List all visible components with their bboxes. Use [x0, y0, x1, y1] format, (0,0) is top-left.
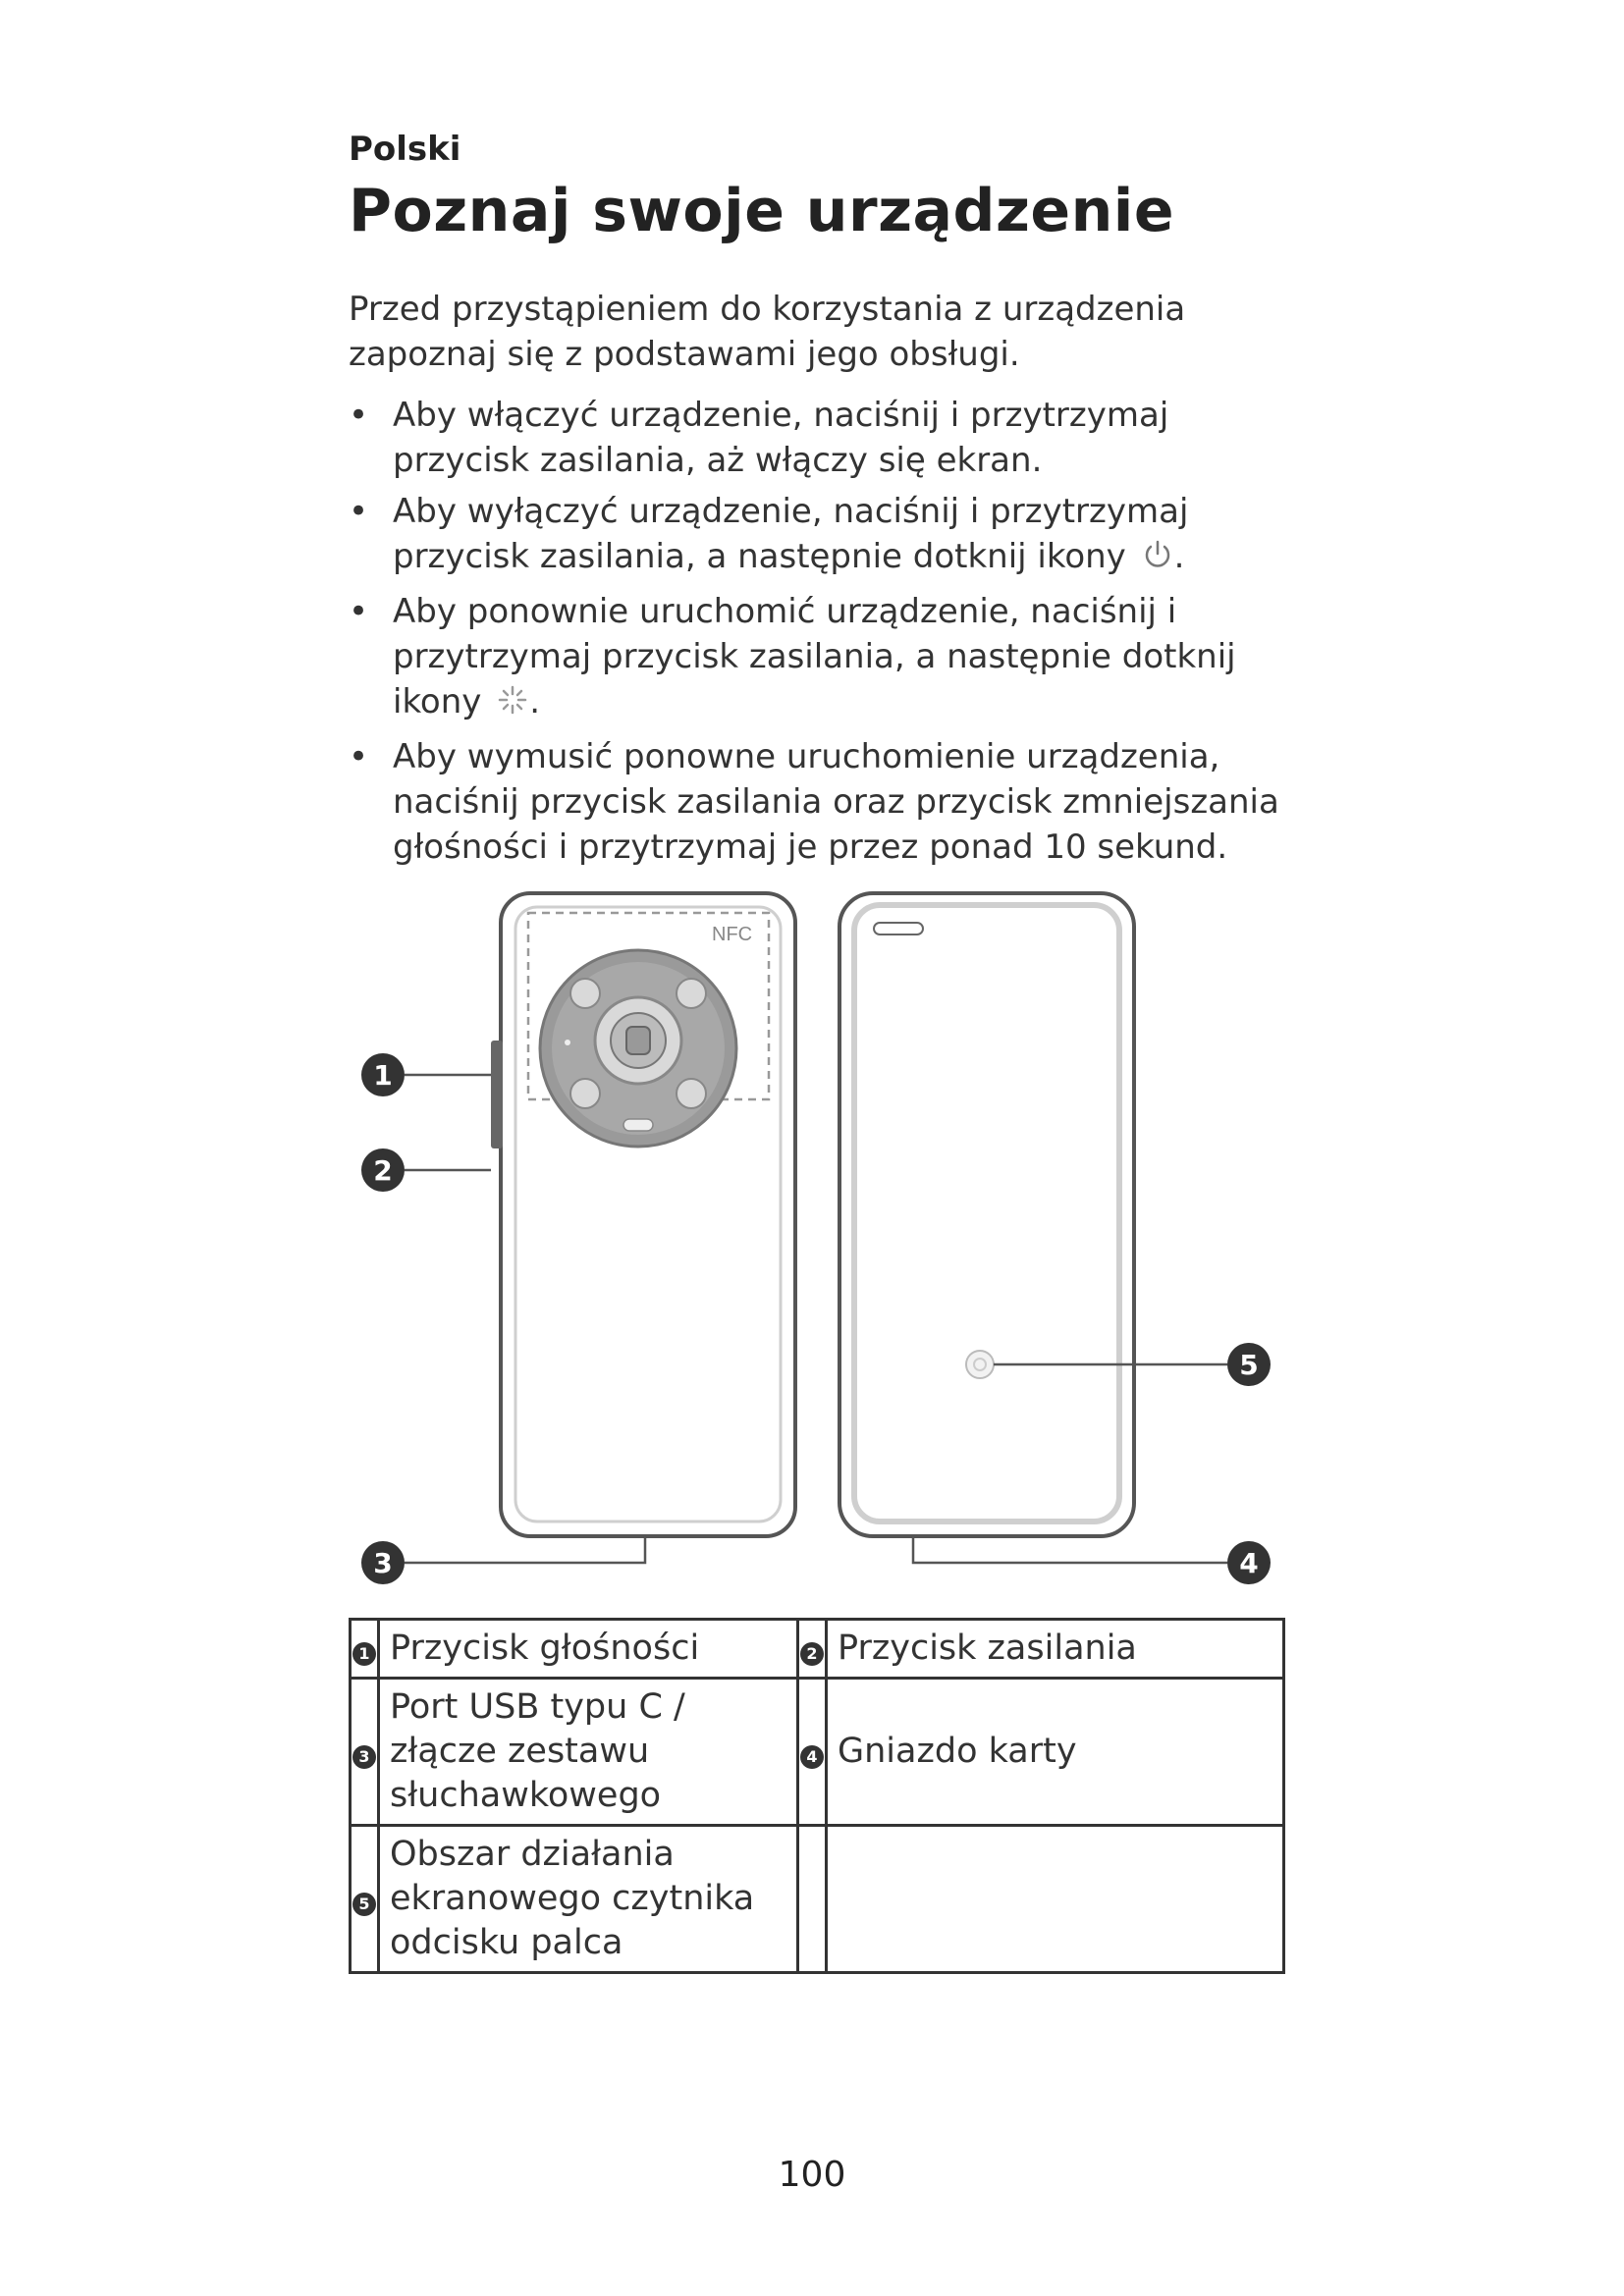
device-diagram [324, 883, 1306, 1600]
list-item [349, 589, 1311, 728]
page-number: 100 [778, 2155, 846, 2195]
table-cell-label [827, 1826, 1284, 1973]
table-cell-label: Przycisk zasilania [827, 1620, 1284, 1679]
list-item [349, 393, 1311, 483]
callout-5 [1227, 1343, 1271, 1386]
bullet-dot: • [349, 737, 369, 776]
parts-table [349, 1618, 1285, 1974]
table-cell-label: Port USB typu C / złącze zestawu słuchawkowego [379, 1679, 798, 1826]
restart-icon [496, 683, 529, 728]
bullet-suffix: . [529, 682, 541, 721]
language-label: Polski [349, 130, 461, 169]
svg-text:4: 4 [1239, 1547, 1259, 1579]
power-icon [1141, 538, 1174, 583]
table-cell-number [798, 1679, 827, 1826]
bullet-suffix: . [1173, 537, 1185, 576]
bullet-text: Aby wyłączyć urządzenie, naciśnij i przytrzymaj przycisk zasilania, a następnie dotknij ikony [393, 492, 1189, 576]
callout-4 [1227, 1541, 1271, 1584]
bullet-dot: • [349, 492, 369, 531]
page-title: Poznaj swoje urządzenie [349, 177, 1175, 245]
svg-text:1: 1 [373, 1059, 393, 1092]
table-cell-number [351, 1620, 379, 1679]
callout-1 [361, 1053, 405, 1096]
table-cell-number [351, 1826, 379, 1973]
bullet-text: Aby wymusić ponowne uruchomienie urządzenia, naciśnij przycisk zasilania oraz przycisk zmniejszania głośności i przytrzymaj je przez ponad 10 sekund. [393, 737, 1279, 867]
table-cell-number [798, 1826, 827, 1973]
side-buttons [491, 1041, 503, 1148]
phone-back [491, 893, 795, 1536]
number-badge: 5 [352, 1893, 376, 1916]
table-row [351, 1826, 1284, 1973]
svg-text:5: 5 [1239, 1349, 1259, 1381]
bullet-dot: • [349, 592, 369, 631]
table-cell-number [798, 1620, 827, 1679]
svg-text:2: 2 [373, 1154, 393, 1187]
number-badge: 2 [800, 1642, 824, 1666]
table-cell-label: Przycisk głośności [379, 1620, 798, 1679]
camera-module [540, 950, 736, 1147]
bullet-text: Aby włączyć urządzenie, naciśnij i przytrzymaj przycisk zasilania, aż włączy się ekran. [393, 396, 1169, 480]
number-badge: 3 [352, 1745, 376, 1769]
front-camera [874, 923, 923, 934]
nfc-label: NFC [712, 924, 753, 945]
instructions-list [349, 393, 1311, 876]
bullet-dot: • [349, 396, 369, 435]
list-item [349, 734, 1311, 870]
intro-paragraph: Przed przystąpieniem do korzystania z urządzenia zapoznaj się z podstawami jego obsługi. [349, 290, 1186, 374]
table-cell-label: Obszar działania ekranowego czytnika odcisku palca [379, 1826, 798, 1973]
svg-text:3: 3 [373, 1547, 393, 1579]
number-badge: 4 [800, 1745, 824, 1769]
callout-3 [361, 1541, 405, 1584]
table-cell-label: Gniazdo karty [827, 1679, 1284, 1826]
callout-2 [361, 1148, 405, 1192]
number-badge: 1 [352, 1642, 376, 1666]
list-item [349, 489, 1311, 583]
fingerprint-area [966, 1351, 994, 1378]
table-row [351, 1679, 1284, 1826]
table-cell-number [351, 1679, 379, 1826]
phone-front [839, 893, 1134, 1536]
bullet-text: Aby ponownie uruchomić urządzenie, naciśnij i przytrzymaj przycisk zasilania, a następnie dotknij ikony [393, 592, 1236, 721]
table-row [351, 1620, 1284, 1679]
